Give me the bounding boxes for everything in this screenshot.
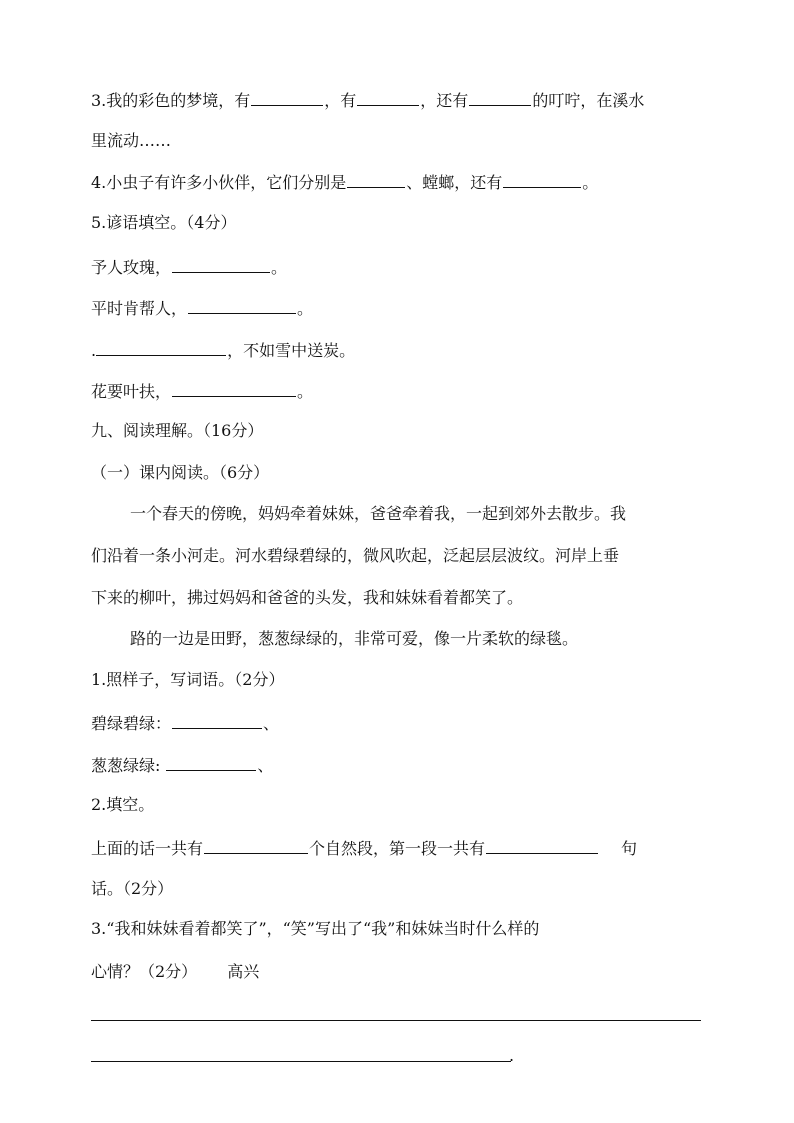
r1-line-b: 葱葱绿绿: 、: [91, 756, 274, 775]
r2-title: 2.填空。: [91, 795, 155, 814]
r2-blank-1[interactable]: [204, 837, 308, 854]
r2-line1: 上面的话一共有 个自然段，第一段一共有 句: [91, 839, 638, 858]
r3-line1: 3.“我和妹妹看着都笑了”，“笑”写出了“我”和妹妹当时什么样的: [91, 919, 540, 938]
r3-line2: 心情？（2分） 高兴: [91, 962, 260, 981]
q4-blank-1[interactable]: [347, 171, 405, 188]
q3-line2: 里流动……: [91, 131, 172, 150]
passage-p1-line3: 下来的柳叶，拂过妈妈和爸爸的头发，我和妹妹看着都笑了。: [91, 588, 524, 607]
q3-line1: 3.我的彩色的梦境，有 ，有 ，还有 的叮咛，在溪水: [91, 91, 645, 110]
q5-blank-4[interactable]: [172, 380, 296, 397]
passage-p1-line2: 们沿着一条小河走。河水碧绿碧绿的，微风吹起，泛起层层波纹。河岸上垂: [91, 546, 620, 565]
passage-p2: 路的一边是田野，葱葱绿绿的，非常可爱，像一片柔软的绿毯。: [130, 629, 579, 648]
r1-line-a: 碧绿碧绿： 、: [91, 714, 280, 733]
q3-blank-3[interactable]: [469, 89, 531, 106]
r2-line2: 话。（2分）: [91, 879, 174, 898]
q3-text: 3.我的彩色的梦境，有: [91, 91, 251, 110]
r1-title: 1.照样子，写词语。（2分）: [91, 670, 285, 689]
r2-blank-2[interactable]: [486, 837, 598, 854]
q5-line2: 平时肯帮人， 。: [91, 299, 314, 318]
q4-line: 4.小虫子有许多小伙伴，它们分别是 、螳螂，还有 。: [91, 173, 599, 192]
section-9-subtitle: （一）课内阅读。（6分）: [91, 463, 270, 482]
q5-blank-1[interactable]: [172, 256, 270, 273]
r1-blank-b[interactable]: [166, 754, 256, 771]
r3-answer: 高兴: [227, 962, 260, 981]
passage-p1-line1: 一个春天的傍晚，妈妈牵着妹妹，爸爸牵着我，一起到郊外去散步。我: [130, 504, 627, 523]
section-9-title: 九、阅读理解。（16分）: [91, 421, 264, 440]
q3-blank-2[interactable]: [357, 89, 419, 106]
answer-line-1[interactable]: [91, 1020, 701, 1021]
q5-line3: . ，不如雪中送炭。: [91, 341, 356, 360]
q5-title: 5.谚语填空。（4分）: [91, 213, 237, 232]
q4-blank-2[interactable]: [503, 171, 581, 188]
q5-blank-3[interactable]: [96, 339, 226, 356]
answer-end-period: .: [509, 1046, 515, 1065]
q5-blank-2[interactable]: [188, 297, 296, 314]
q5-line1: 予人玫瑰， 。: [91, 258, 288, 277]
q3-blank-1[interactable]: [251, 89, 323, 106]
answer-line-2[interactable]: [91, 1061, 511, 1062]
r1-blank-a[interactable]: [172, 712, 262, 729]
q5-line4: 花要叶扶， 。: [91, 382, 314, 401]
